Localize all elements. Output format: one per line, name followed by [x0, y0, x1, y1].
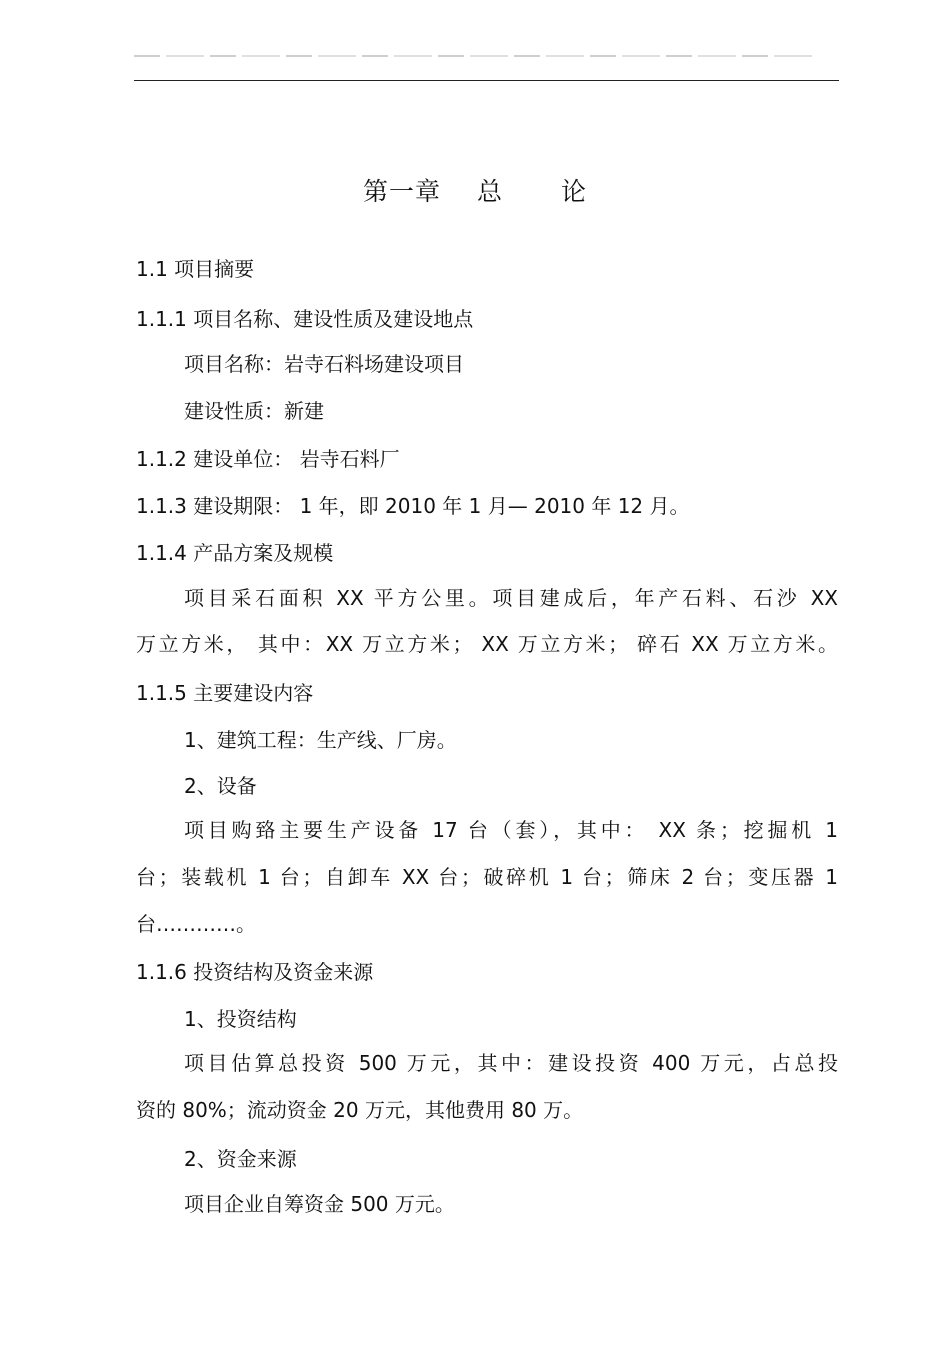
- chapter-title-word-2: 论: [561, 177, 588, 206]
- subsection-heading-1-1-1: 1.1.1 项目名称、建设性质及建设地点: [136, 307, 474, 331]
- construction-nature-line: 建设性质：新建: [184, 399, 324, 423]
- list-item-funding-source: 2、资金来源: [184, 1147, 297, 1171]
- list-item-construction: 1、建筑工程：生产线、厂房。: [184, 728, 457, 752]
- chapter-title-number: 第一章: [362, 177, 441, 206]
- project-name-line: 项目名称：岩寺石料场建设项目: [184, 352, 464, 376]
- header-rule: [134, 80, 839, 81]
- list-item-investment-structure: 1、投资结构: [184, 1007, 297, 1031]
- paragraph-investment-line-1: 项目估算总投资 500 万元，其中：建设投资 400 万元，占总投: [184, 1051, 838, 1075]
- subsection-heading-1-1-5: 1.1.5 主要建设内容: [136, 681, 314, 705]
- paragraph-equipment-line-3: 台…………。: [136, 912, 256, 936]
- subsection-heading-1-1-6: 1.1.6 投资结构及资金来源: [136, 960, 374, 984]
- paragraph-product-line-2: 万立方米， 其中：XX 万立方米； XX 万立方米； 碎石 XX 万立方米。: [136, 632, 838, 656]
- chapter-title: [0, 172, 950, 208]
- subsection-heading-1-1-2: 1.1.2 建设单位： 岩寺石料厂: [136, 447, 400, 471]
- section-heading-1-1: 1.1 项目摘要: [136, 257, 255, 281]
- paragraph-investment-line-2: 资的 80%；流动资金 20 万元，其他费用 80 万。: [136, 1098, 584, 1122]
- paragraph-equipment-line-1: 项目购臵主要生产设备 17 台（套），其中： XX 条；挖掘机 1: [184, 818, 838, 842]
- list-item-equipment: 2、设备: [184, 774, 257, 798]
- header-dashed-line: [134, 55, 816, 57]
- paragraph-product-line-1: 项目采石面积 XX 平方公里。项目建成后，年产石料、石沙 XX: [184, 586, 838, 610]
- chapter-title-word-1: 总: [476, 177, 503, 206]
- subsection-heading-1-1-4: 1.1.4 产品方案及规模: [136, 541, 334, 565]
- subsection-heading-1-1-3: 1.1.3 建设期限： 1 年，即 2010 年 1 月— 2010 年 12 月。: [136, 494, 690, 518]
- paragraph-funding-line: 项目企业自筹资金 500 万元。: [184, 1192, 455, 1216]
- paragraph-equipment-line-2: 台；装载机 1 台；自卸车 XX 台；破碎机 1 台；筛床 2 台；变压器 1: [136, 865, 838, 889]
